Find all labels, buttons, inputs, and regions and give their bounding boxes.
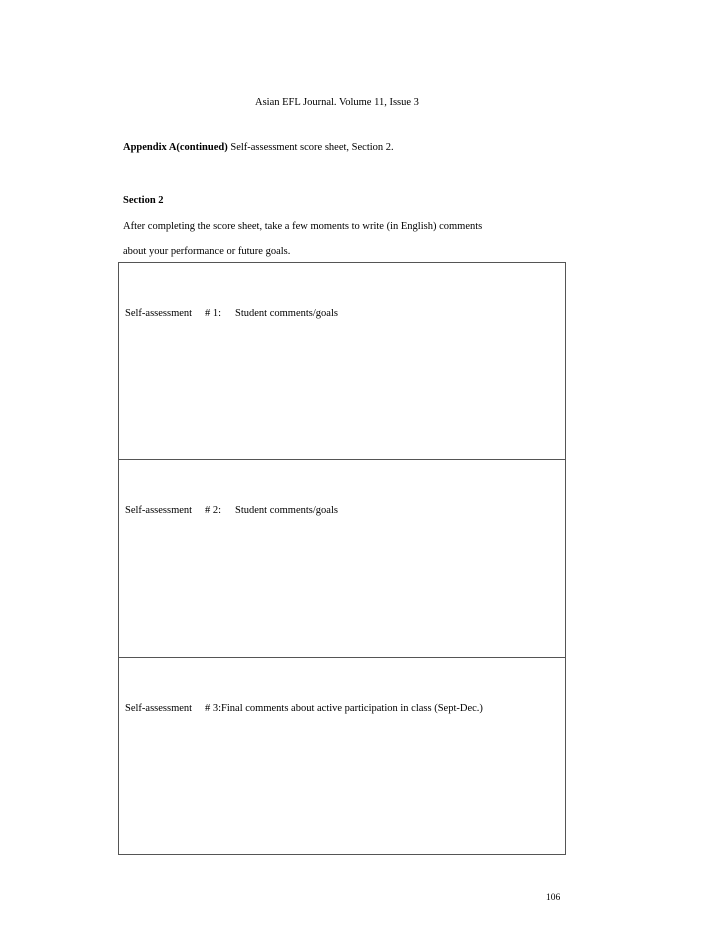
row-label-text: Self-assessment — [125, 703, 193, 714]
comment-box-3[interactable] — [119, 658, 565, 855]
row-prompt: Final comments about active participation in class (Sept-Dec.) — [221, 703, 483, 714]
comment-box-1[interactable] — [119, 263, 565, 460]
row-label-text: Self-assessment — [125, 308, 193, 319]
instructions-line-2: about your performance or future goals. — [123, 246, 291, 257]
comment-box-2[interactable] — [119, 460, 565, 658]
row-number: # 2: — [205, 505, 222, 516]
row-label-text: Self-assessment — [125, 505, 193, 516]
section-heading: Section 2 — [123, 195, 164, 206]
instructions-line-1: After completing the score sheet, take a few moments to write (in English) comments — [123, 221, 483, 232]
comments-table — [118, 262, 566, 855]
row-number: # 3: — [205, 703, 222, 714]
appendix-label: Appendix A(continued) — [123, 142, 228, 153]
appendix-caption — [123, 143, 394, 154]
comment-box-label — [125, 309, 338, 320]
comment-box-label — [125, 704, 483, 715]
row-prompt: Student comments/goals — [235, 308, 338, 319]
running-header: Asian EFL Journal. Volume 11, Issue 3 — [255, 97, 419, 108]
appendix-title: Self-assessment score sheet, Section 2. — [227, 142, 394, 153]
row-prompt: Student comments/goals — [235, 505, 338, 516]
row-number: # 1: — [205, 308, 222, 319]
page-number: 106 — [546, 893, 561, 903]
comment-box-label — [125, 506, 338, 517]
